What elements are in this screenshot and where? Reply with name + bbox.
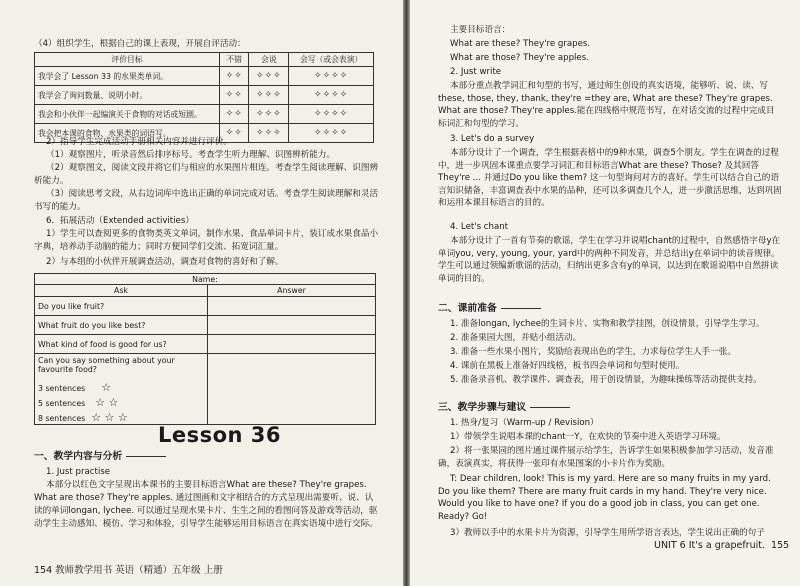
eval-goal: 我会把本课的食物、水果类的词语写。 bbox=[35, 124, 220, 143]
table-row bbox=[35, 354, 376, 425]
answer-cell bbox=[208, 316, 376, 335]
subsection-heading: 2. Just write bbox=[450, 67, 502, 77]
table-header: 会说 bbox=[249, 53, 289, 67]
section-heading-text: 一、教学内容与分析 bbox=[34, 451, 123, 462]
paragraph: （3）阅读思考文段，从右边词库中选出正确的单词完成对话。考查学生阅读理解和灵活书写的能力。 bbox=[34, 189, 379, 212]
star-rating: ✧✧ bbox=[220, 86, 249, 105]
paragraph: （1）观察图片，听录音然后排序标号。考查学生听力理解、识图辨析能力。 bbox=[46, 150, 336, 160]
page-footer: 154 教师教学用书 英语（精通）五年级 上册 bbox=[34, 565, 223, 576]
paragraph: 本部分设计了一首有节奏的歌谣，学生在学习并说唱chant的过程中，自然感悟字母y在单词you, very, young, your, yard中的两种不同发音，并总结出y在单词中的读音规律。学生可以通过领编新歌谣的活动，归纳出更多含有y的单词，以达到在歌谣说唱中自然拼读单词的目的。 bbox=[438, 236, 781, 284]
star-icon: ☆ ☆ bbox=[95, 396, 119, 409]
table-header: 评价目标 bbox=[35, 53, 220, 67]
list-item: 2. 准备果园大图，并贴小组活动。 bbox=[450, 333, 582, 343]
star-rating: ✧✧✧ bbox=[249, 86, 289, 105]
subsection-heading: 3. Let's do a survey bbox=[450, 134, 535, 144]
rating-label: 3 sentences bbox=[38, 384, 86, 393]
list-item: 3. 准备一些水果小图片，奖励给表现出色的学生，力求每位学生人手一张。 bbox=[450, 347, 736, 357]
eval-activity-title: （4）组织学生，根据自己的课上表现，开展自评活动： bbox=[34, 39, 246, 49]
heading-underline bbox=[530, 407, 570, 408]
star-rating: ✧✧ bbox=[220, 67, 249, 86]
subsection-heading: 1. Just practise bbox=[46, 467, 110, 477]
rating-row bbox=[38, 381, 204, 394]
section-heading-text: 二、课前准备 bbox=[438, 303, 497, 314]
dialog-text: T: Dear children, look! This is my yard. Here are so many fruits in my yard. Do you like them? There are many fruit cards in my hand. They're very nice. Would you like to have one? If you do a good job in class, you can get one. Ready? Go! bbox=[438, 474, 771, 522]
book-gutter bbox=[403, 0, 410, 586]
unit-label: UNIT 6 It's a grapefruit. bbox=[654, 540, 765, 551]
table-header: Ask bbox=[35, 285, 208, 297]
rating-label: 5 sentences bbox=[38, 399, 86, 408]
paragraph: 本部分重点教学词汇和句型的书写，通过师生创设的真实语境，能够听、说、读、写these, those, they, thank, they're =they are, What are these? They're grapes. What are those? They're apples.能在四线格中规范书写，在对话交流的过程中完成目标词汇和句型的学习。 bbox=[438, 81, 775, 129]
paragraph: （2）观察图文，阅读文段并将它们与相应的水果图片相连。考查学生阅读理解、识图辨析能力。 bbox=[34, 163, 379, 186]
table-row bbox=[35, 297, 376, 316]
section-heading bbox=[438, 402, 570, 415]
paragraph: 2）与本组的小伙伴开展调查活动，调查对食物的喜好和了解。 bbox=[46, 257, 284, 267]
table-row bbox=[35, 335, 376, 354]
lesson-title: Lesson 36 bbox=[158, 423, 282, 447]
answer-cell bbox=[208, 335, 376, 354]
table-row bbox=[35, 86, 374, 105]
star-rating: ✧✧✧✧ bbox=[289, 124, 374, 143]
heading-underline bbox=[126, 456, 166, 457]
section-heading-text: 三、教学步骤与建议 bbox=[438, 402, 527, 413]
eval-goal: 我会和小伙伴一起编演关于食物的对话或短剧。 bbox=[35, 105, 220, 124]
right-page bbox=[410, 0, 800, 586]
table-row bbox=[35, 105, 374, 124]
paragraph: 3）教师以手中的水果卡片为资源，引导学生用所学语言表达，学生说出正确的句子 bbox=[450, 528, 765, 538]
eval-goal: 我学会了询问数量、说明小时。 bbox=[35, 86, 220, 105]
table-header: 会写（或会表演） bbox=[289, 53, 374, 67]
table-header-row bbox=[35, 285, 376, 297]
page-number: 155 bbox=[771, 540, 790, 551]
survey-name-label: Name: bbox=[35, 274, 376, 285]
table-row bbox=[35, 316, 376, 335]
paragraph: 2）指导学生完成活动手册相关内容并进行评价。 bbox=[46, 137, 232, 147]
table-row bbox=[35, 67, 374, 86]
heading-underline bbox=[501, 308, 541, 309]
paragraph: 1）带领学生说唱本课的chant一Y，在欢快的节奏中进入英语学习环境。 bbox=[450, 432, 726, 442]
star-rating: ✧✧✧ bbox=[249, 105, 289, 124]
list-item: 4. 课前在黑板上准备好四线格，板书四会单词和句型时使用。 bbox=[450, 361, 685, 371]
paragraph: 本部分设计了一个调查，学生根据表格中的9种水果，调查5个朋友。学生在调查的过程中，进一步巩固本课重点要学习词汇和目标语言What are these? Those? 及其回答They're ... 并通过Do you like them? 这一句型询问对方的喜好。学生可以结合自己的语言知识储备，丰富调查表中水果的品种，还可以多调查几个人，进一步激活思维，达到巩固和运用本课目标语言的目的。 bbox=[438, 148, 782, 208]
rating-label: 8 sentences bbox=[38, 414, 86, 423]
eval-goal: 我学会了 Lesson 33 的水果类单词。 bbox=[35, 67, 220, 86]
paragraph: 2）将一张果园的图片通过课件展示给学生，告诉学生如果积极参加学习活动，发音准确，表演真实，将获得一张印有水果图案的小卡片作为奖励。 bbox=[438, 446, 774, 469]
answer-cell bbox=[208, 297, 376, 316]
section-heading bbox=[34, 451, 166, 464]
example-sentence: What are those? They're apples. bbox=[450, 53, 589, 63]
subsection-heading: 1. 热身/复习（Warm-up / Revision） bbox=[450, 418, 599, 428]
star-rating: ✧✧✧✧ bbox=[289, 105, 374, 124]
paragraph: 本部分以红色文字呈现出本课书的主要目标语言What are these? They're grapes. What are those? They're apples. 通过图画和文字相结合的方式呈现出需要听、说、认读的单词longan, lychee. 可以通过呈现水果卡片、生生之间的看图问答及游戏等活动，驱动学生主动感知、模仿、学习和体验，引导学生能够运用目标语言在真实语境中进行交际。 bbox=[34, 480, 378, 529]
survey-question: What kind of food is good for us? bbox=[35, 335, 208, 354]
paragraph: 1）学生可以查阅更多的食物类英文单词，制作水果、食品单词卡片，装订成水果食品小字典，培养动手动脑的能力；同时方便同学们交流、拓宽词汇量。 bbox=[34, 229, 379, 252]
survey-table bbox=[34, 273, 376, 425]
table-header-row bbox=[35, 53, 374, 67]
star-rating: ✧✧ bbox=[220, 124, 249, 143]
table-header: 不错 bbox=[220, 53, 249, 67]
subsection-heading: 4. Let's chant bbox=[450, 222, 509, 232]
star-rating: ✧✧✧✧ bbox=[289, 67, 374, 86]
self-eval-table bbox=[34, 52, 374, 143]
star-rating: ✧✧ bbox=[220, 105, 249, 124]
star-rating: ✧✧✧ bbox=[249, 124, 289, 143]
star-rating: ✧✧✧ bbox=[249, 67, 289, 86]
survey-question: What fruit do you like best? bbox=[35, 316, 208, 335]
example-sentence: What are these? They're grapes. bbox=[450, 39, 591, 49]
section-heading bbox=[438, 303, 541, 316]
page-footer bbox=[654, 540, 789, 551]
table-header: Answer bbox=[208, 285, 376, 297]
survey-question: Can you say something about your favourite food? bbox=[38, 356, 175, 374]
list-item: 5. 准备录音机、教学课件、调查表，用于创设情景，为趣味操练等活动提供支持。 bbox=[450, 375, 762, 385]
paragraph: 主要目标语言： bbox=[450, 25, 511, 35]
star-icon: ☆ bbox=[101, 381, 112, 394]
survey-question: Do you like fruit? bbox=[35, 297, 208, 316]
section-heading: 6．拓展活动（Extended activities） bbox=[46, 216, 194, 226]
table-row bbox=[35, 274, 376, 285]
answer-cell bbox=[208, 354, 376, 425]
star-rating: ✧✧✧✧ bbox=[289, 86, 374, 105]
rating-row bbox=[38, 396, 204, 409]
list-item: 1. 准备longan, lychee的生词卡片、实物和教学挂图，创设情景，引导学生学习。 bbox=[450, 319, 765, 329]
survey-rating-cell bbox=[35, 354, 208, 425]
star-icon: ☆ ☆ ☆ bbox=[91, 411, 128, 424]
